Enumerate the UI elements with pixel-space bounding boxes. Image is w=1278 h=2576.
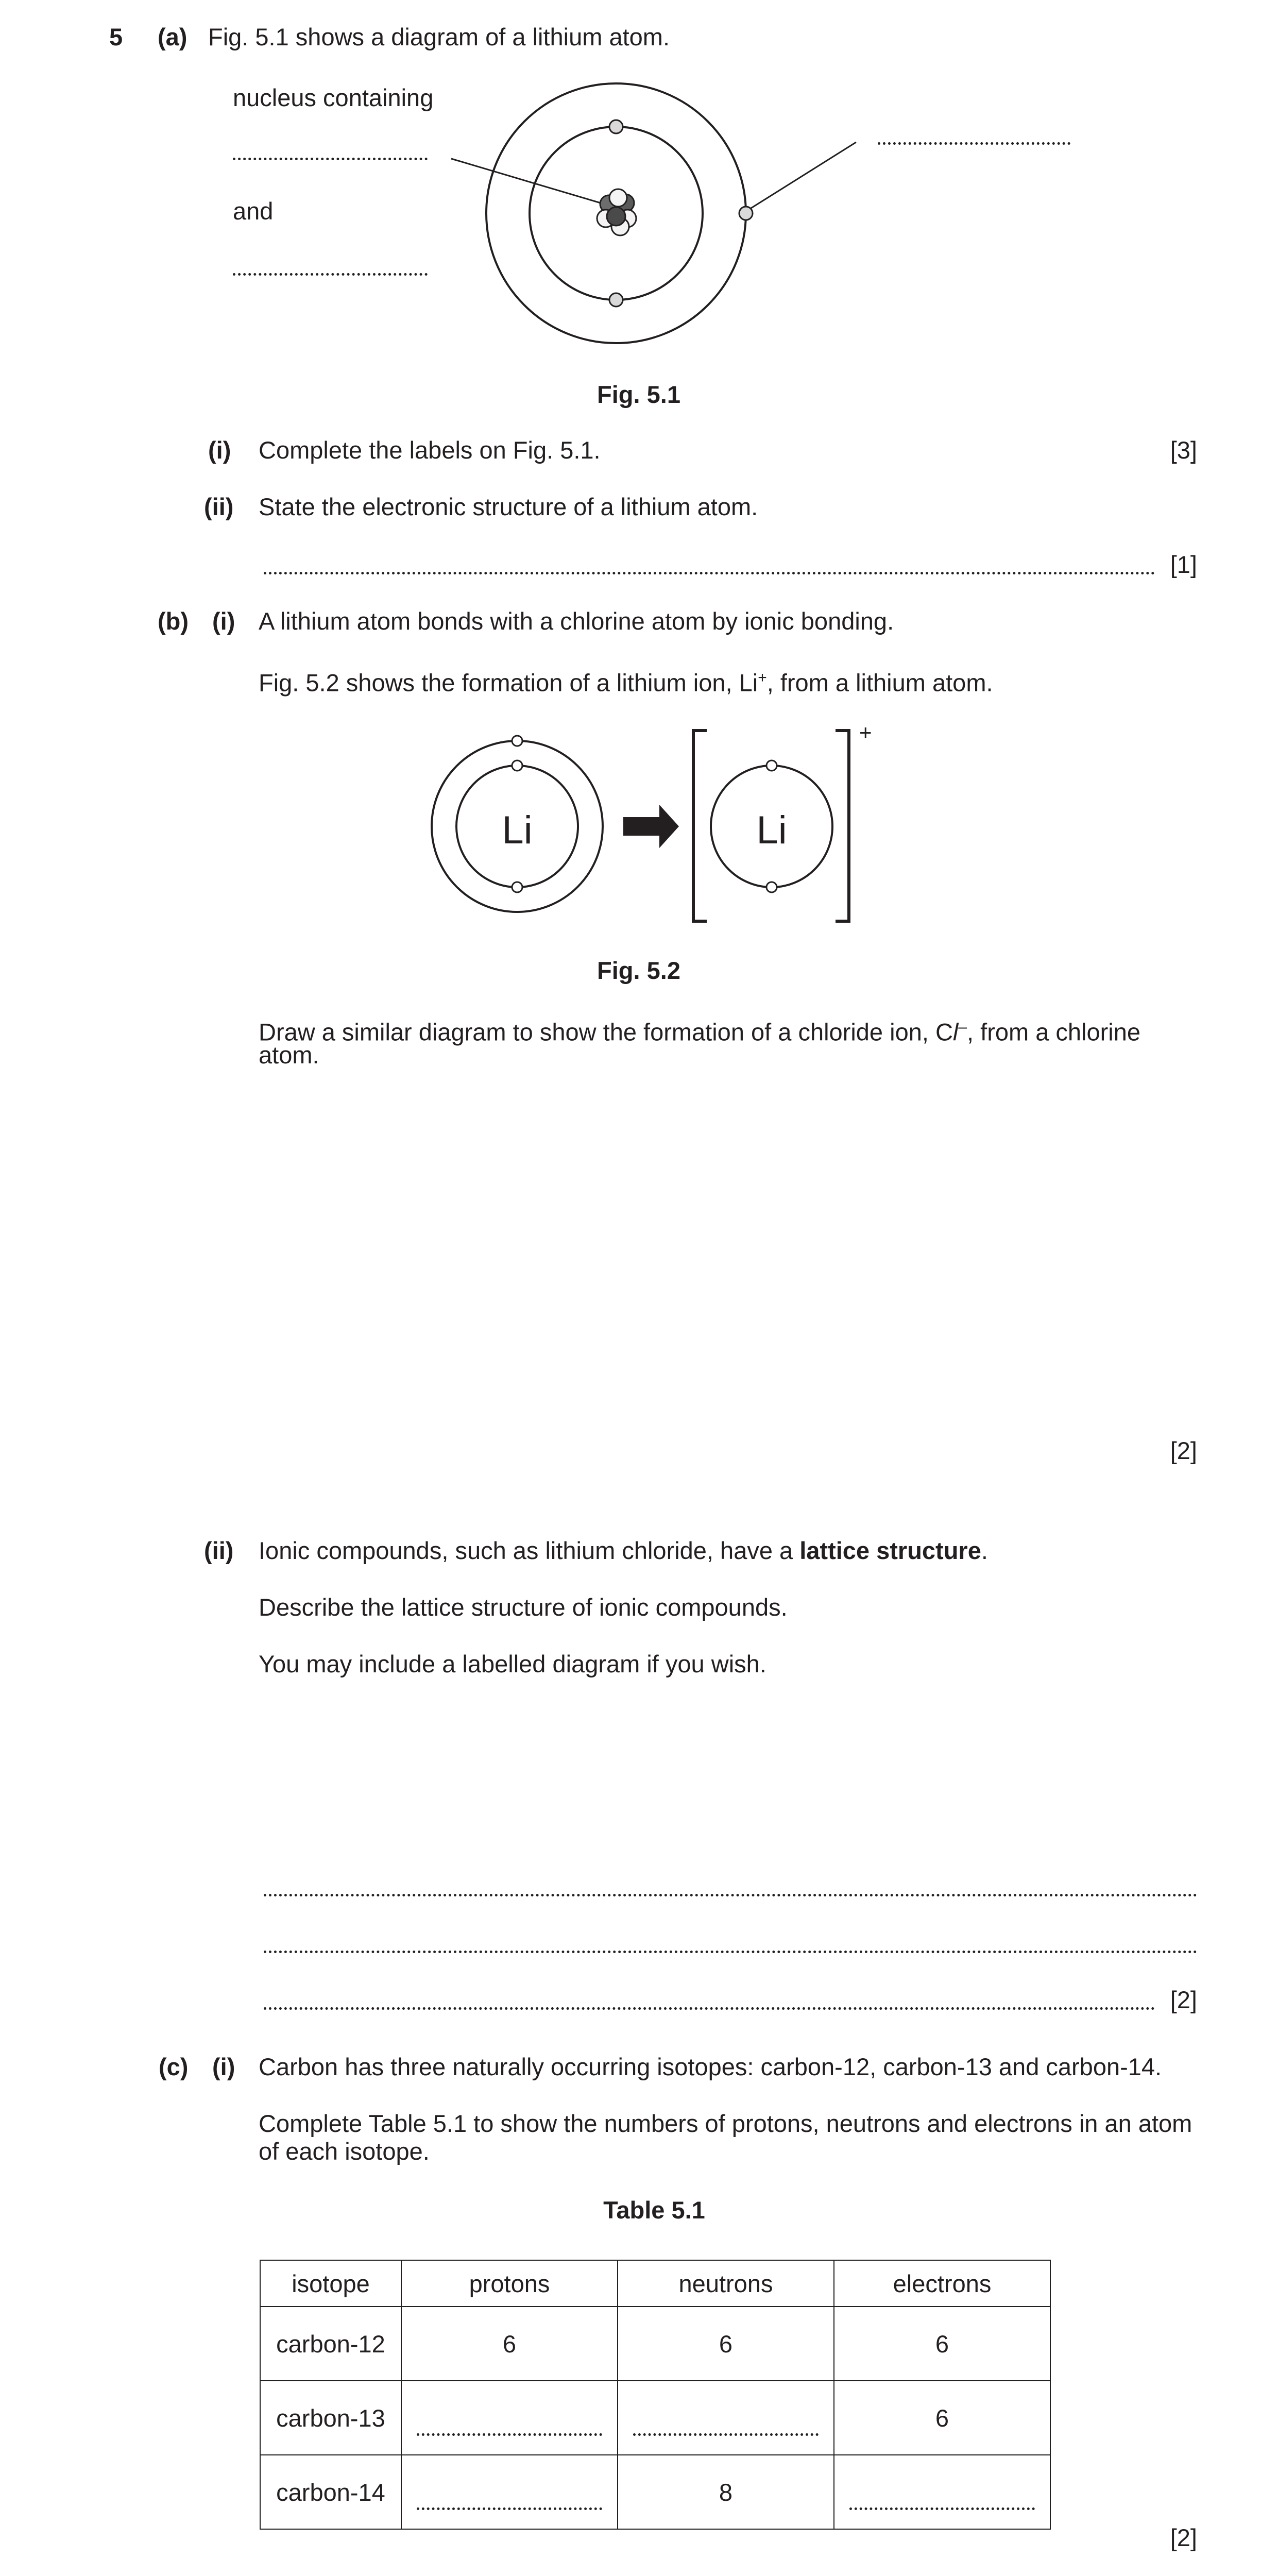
- part-a-ii-marks: [1]: [1170, 551, 1197, 578]
- part-c-i-label: (i): [212, 2053, 235, 2080]
- header-isotope: isotope: [260, 2260, 401, 2307]
- part-a-ii-label: (ii): [204, 493, 234, 520]
- table-row: [260, 2307, 1050, 2381]
- cell-neutrons-answer[interactable]: [618, 2381, 834, 2455]
- cell-electrons-answer[interactable]: [834, 2455, 1050, 2529]
- part-a-ii-text: State the electronic structure of a lithium atom.: [259, 493, 758, 520]
- cell-protons: 6: [401, 2307, 618, 2381]
- shell-leader-line: [751, 142, 856, 208]
- nucleus-particles: [597, 189, 636, 235]
- part-a-ii-answer-line[interactable]: [264, 572, 1155, 574]
- cell-protons-answer[interactable]: [401, 2381, 618, 2455]
- part-a-intro: Fig. 5.1 shows a diagram of a lithium atom.: [208, 23, 670, 50]
- part-b-ii-describe: Describe the lattice structure of ionic compounds.: [259, 1594, 788, 1621]
- part-b-ii-answer-line-1[interactable]: [264, 1894, 1197, 1896]
- part-b-ii-answer-line-3[interactable]: [264, 2007, 1155, 2010]
- cell-protons-answer[interactable]: [401, 2455, 618, 2529]
- part-b-label: (b): [158, 607, 189, 635]
- atom-symbol: Li: [502, 808, 533, 852]
- part-a-label: (a): [158, 23, 188, 50]
- table-row: [260, 2381, 1050, 2455]
- cell-electrons: 6: [834, 2381, 1050, 2455]
- table-header-row: [260, 2260, 1050, 2307]
- lithium-atom-diagram: [451, 83, 856, 343]
- table-caption: Table 5.1: [603, 2196, 705, 2224]
- fig-5-2-intro: Fig. 5.2 shows the formation of a lithium ion, Li+, from a lithium atom.: [259, 669, 993, 697]
- part-b-i-text: A lithium atom bonds with a chlorine atom by ionic bonding.: [259, 607, 894, 635]
- part-b-ii-diagram-note: You may include a labelled diagram if you wish.: [259, 1650, 766, 1677]
- part-a-i-label: (i): [208, 436, 231, 464]
- part-b-ii-answer-line-2[interactable]: [264, 1951, 1197, 1953]
- header-electrons: electrons: [834, 2260, 1050, 2307]
- part-b-ii-label: (ii): [204, 1537, 234, 1564]
- part-c-label: (c): [159, 2053, 189, 2080]
- header-protons: protons: [401, 2260, 618, 2307]
- part-b-i-marks: [2]: [1170, 1437, 1197, 1464]
- question-number: 5: [109, 23, 123, 50]
- draw-instruction-line-1: Draw a similar diagram to show the formation of a chloride ion, Cl–, from a chlorine: [259, 1018, 1141, 1046]
- part-a-i-marks: [3]: [1170, 436, 1197, 464]
- part-b-ii-text: Ionic compounds, such as lithium chloride, have a lattice structure.: [259, 1537, 988, 1564]
- part-a-i-text: Complete the labels on Fig. 5.1.: [259, 436, 601, 464]
- isotope-table: [260, 2260, 1051, 2530]
- nucleus-label: nucleus containing: [233, 84, 434, 111]
- cell-electrons: 6: [834, 2307, 1050, 2381]
- part-c-i-text: Carbon has three naturally occurring isotopes: carbon-12, carbon-13 and carbon-14.: [259, 2053, 1162, 2080]
- draw-instruction-line-2: atom.: [259, 1041, 319, 1069]
- fig-5-2-caption: Fig. 5.2: [597, 957, 680, 984]
- and-label: and: [233, 197, 274, 225]
- table-instruction-line-2: of each isotope.: [259, 2138, 430, 2165]
- cell-isotope: carbon-12: [260, 2307, 401, 2381]
- fig-5-1-caption: Fig. 5.1: [597, 381, 680, 408]
- drawing-area[interactable]: [259, 1082, 1196, 1401]
- cell-neutrons: 8: [618, 2455, 834, 2529]
- electron-outer: [739, 207, 753, 220]
- part-b-ii-marks: [2]: [1170, 1986, 1197, 2013]
- table-instruction-line-1: Complete Table 5.1 to show the numbers of protons, neutrons and electrons in an atom: [259, 2110, 1192, 2137]
- cell-isotope: carbon-14: [260, 2455, 401, 2529]
- cell-isotope: carbon-13: [260, 2381, 401, 2455]
- electron-inner-bottom: [609, 293, 623, 307]
- cell-neutrons: 6: [618, 2307, 834, 2381]
- part-b-i-label: (i): [212, 607, 235, 635]
- ion-charge: +: [859, 720, 872, 744]
- header-neutrons: neutrons: [618, 2260, 834, 2307]
- reaction-arrow: [623, 805, 679, 848]
- ion-symbol: Li: [756, 808, 787, 852]
- electron-inner-top: [609, 120, 623, 133]
- table-row: [260, 2455, 1050, 2529]
- part-c-i-marks: [2]: [1170, 2524, 1197, 2551]
- nucleus-leader-line: [451, 159, 601, 203]
